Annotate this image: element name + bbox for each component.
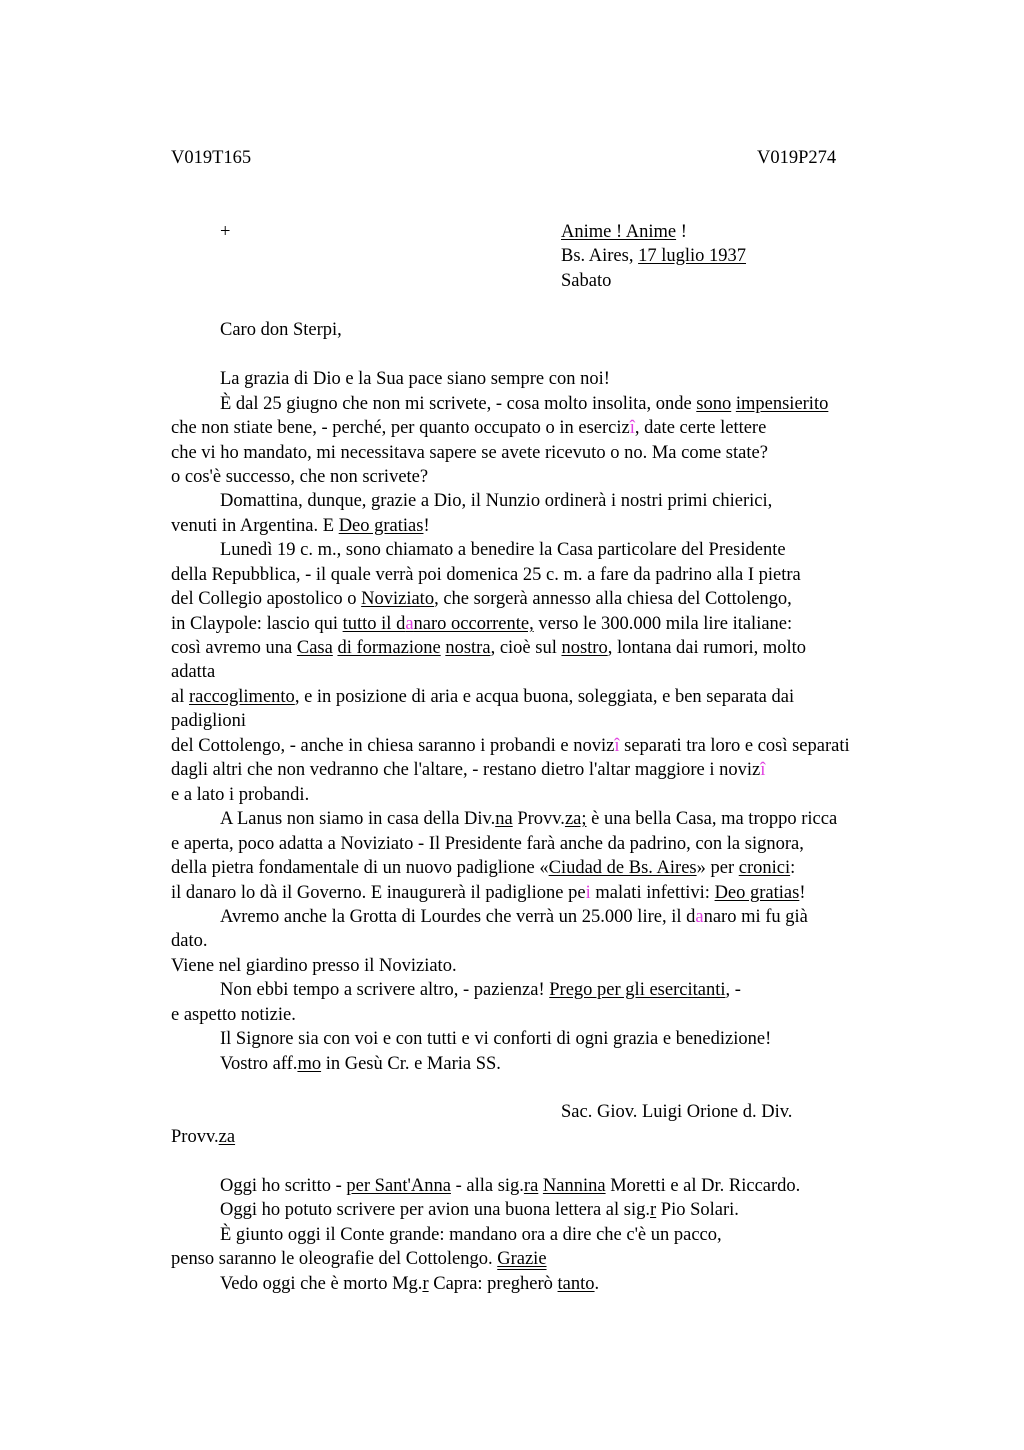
underlined-text: tutto il danaro occorrente, [342,614,534,634]
underlined-text: per Sant'Anna [346,1176,451,1196]
text: , e in posizione di aria e acqua buona, soleggiata, e ben separata dai [294,687,795,707]
body-line [171,514,430,538]
body-line [171,954,457,978]
place: Bs. Aires, [561,246,639,266]
text: e a lato i probandi. [171,785,310,805]
signature-continued [171,1125,235,1149]
body-line [171,758,765,782]
weekday-text: Sabato [561,271,612,291]
text: È giunto oggi il Conte grande: mandano ora a dire che c'è un pacco, [220,1225,722,1245]
text: del Collegio apostolico o [171,589,362,609]
body-line [220,905,808,929]
text: Non ebbi tempo a scrivere altro, - pazienza! [220,980,550,1000]
text: e aspetto notizie. [171,1005,296,1025]
body-line [171,587,792,611]
body-line [220,489,772,513]
text: Avremo anche la Grotta di Lourdes che verrà un 25.000 lire, il danaro mi fu già [220,907,808,927]
motto-tail: ! [676,222,687,242]
highlighted-char: î [760,760,766,780]
body-line [171,783,309,807]
underlined-text: Casa [296,638,333,658]
body-line [220,392,828,416]
text: il danaro lo dà il Governo. E inaugurerà il padiglione pei malati infettivi: [171,883,715,903]
underlined-text: sono [696,394,732,414]
weekday [561,269,611,293]
text: Vostro aff. [220,1054,298,1074]
text: - alla sig. [450,1176,524,1196]
salutation [220,318,342,342]
text: , - [725,980,741,1000]
body-line [220,1027,771,1051]
underlined-text: mo [297,1054,322,1074]
underlined-text: za [218,1127,236,1147]
underlined-text: di formazione [337,638,441,658]
text: Pio Solari. [656,1200,739,1220]
underlined-text: Deo gratias [714,883,800,903]
postscript-line [220,1174,800,1198]
body-line [171,734,850,758]
text: padiglioni [171,711,247,731]
body-line [171,563,801,587]
text: che vi ho mandato, mi necessitava sapere se avete ricevuto o no. Ma come state? [171,443,768,463]
underlined-text: Prego per gli esercitanti [549,980,726,1000]
text: Lunedì 19 c. m., sono chiamato a benedire la Casa particolare del Presidente [220,540,786,560]
text: Domattina, dunque, grazie a Dio, il Nunzio ordinerà i nostri primi chierici, [220,491,773,511]
text: della pietra fondamentale di un nuovo padiglione « [171,858,549,878]
underlined-text: cronici [738,858,791,878]
highlighted-char: î [614,736,620,756]
highlighted-char: a [695,907,704,927]
body-line [171,441,768,465]
body-line [171,636,806,660]
text: ! [423,516,430,536]
text: dagli altri che non vedranno che l'altare, - restano dietro l'altar maggiore i novizî [171,760,766,780]
text: Provv. [171,1127,219,1147]
body-line [171,416,766,440]
underlined-text: r [650,1200,657,1220]
text: Vedo oggi che è morto Mg. [220,1274,423,1294]
code-text: V019P274 [757,148,837,168]
text: A Lanus non siamo in casa della Div. [220,809,496,829]
text: così avremo una [171,638,297,658]
underlined-text: tanto [557,1274,595,1294]
closing-line [220,1052,501,1076]
underlined-text: Ciudad de Bs. Aires [548,858,697,878]
salutation-text: Caro don Sterpi, [220,320,342,340]
underlined-text: nostro [561,638,608,658]
highlighted-char: a [405,614,414,634]
code-text: V019T165 [171,148,252,168]
body-line [171,856,795,880]
body-line [171,881,806,905]
text: Capra: pregherò [428,1274,558,1294]
signature-text: Sac. Giov. Luigi Orione d. Div. [561,1102,793,1122]
postscript-line [220,1272,599,1296]
text: ! [799,883,806,903]
text: , che sorgerà annesso alla chiesa del Cottolengo, [434,589,792,609]
text: venuti in Argentina. E [171,516,339,536]
motto [561,220,687,244]
underlined-text: Noviziato [361,589,435,609]
postscript-line [220,1223,722,1247]
text: Oggi ho scritto - [220,1176,347,1196]
highlighted-char: i [585,883,591,903]
body-line [171,1003,296,1027]
text: verso le 300.000 mila lire italiane: [533,614,793,634]
text: al [171,687,189,707]
underlined-text: raccoglimento [188,687,295,707]
text: del Cottolengo, - anche in chiesa saranno i probandi e novizî separati tra loro e così separati [171,736,850,756]
underlined-text: nostra [445,638,491,658]
text: Provv. [512,809,565,829]
text: Il Signore sia con voi e con tutti e vi conforti di ogni grazia e benedizione! [220,1029,772,1049]
body-line [171,660,215,684]
text: dato. [171,931,208,951]
text: , cioè sul [490,638,562,658]
text: in Claypole: lascio qui [171,614,343,634]
text: Viene nel giardino presso il Noviziato. [171,956,457,976]
text: Moretti e al Dr. Riccardo. [605,1176,801,1196]
body-line [171,612,792,636]
place-date [561,244,746,268]
body-line [220,367,610,391]
text: e aperta, poco adatta a Noviziato - Il Presidente farà anche da padrino, con la signora, [171,834,804,854]
postscript-line [220,1198,739,1222]
text: . [594,1274,600,1294]
text: della Repubblica, - il quale verrà poi domenica 25 c. m. a fare da padrino alla I pietra [171,565,801,585]
underlined-text: Grazie [497,1249,547,1269]
underlined-text: impensierito [735,394,829,414]
document-code-right [757,146,836,170]
underlined-text: na [495,809,513,829]
document-code-left [171,146,251,170]
text: , lontana dai rumori, molto [607,638,807,658]
text: penso saranno le oleografie del Cottolengo. [171,1249,498,1269]
underlined-text: za; [564,809,587,829]
text: È dal 25 giugno che non mi scrivete, - cosa molto insolita, onde [220,394,697,414]
cross-text: + [220,222,231,242]
text: : [790,858,796,878]
text: in Gesù Cr. e Maria SS. [321,1054,501,1074]
underlined-text: r [422,1274,429,1294]
body-line [171,685,794,709]
underlined-text: ra [523,1176,539,1196]
highlighted-char: î [629,418,635,438]
signature [561,1100,792,1124]
body-line [220,978,741,1002]
text: è una bella Casa, ma troppo ricca [586,809,838,829]
underlined-text: Nannina [542,1176,606,1196]
postscript-line [171,1247,547,1271]
underlined-text: Deo gratias [338,516,424,536]
body-line [171,709,246,733]
body-line [171,832,804,856]
text: La grazia di Dio e la Sua pace siano sempre con noi! [220,369,610,389]
body-line [220,538,786,562]
body-line [220,807,837,831]
text: o cos'è successo, che non scrivete? [171,467,429,487]
text: adatta [171,662,216,682]
date: 17 luglio 1937 [638,246,747,266]
text: Oggi ho potuto scrivere per avion una buona lettera al sig. [220,1200,650,1220]
text: che non stiate bene, - perché, per quanto occupato o in esercizî, date certe lettere [171,418,767,438]
cross-mark [220,220,230,244]
text: » per [696,858,739,878]
body-line [171,929,207,953]
motto-underlined: Anime ! Anime [561,222,677,242]
body-line [171,465,428,489]
